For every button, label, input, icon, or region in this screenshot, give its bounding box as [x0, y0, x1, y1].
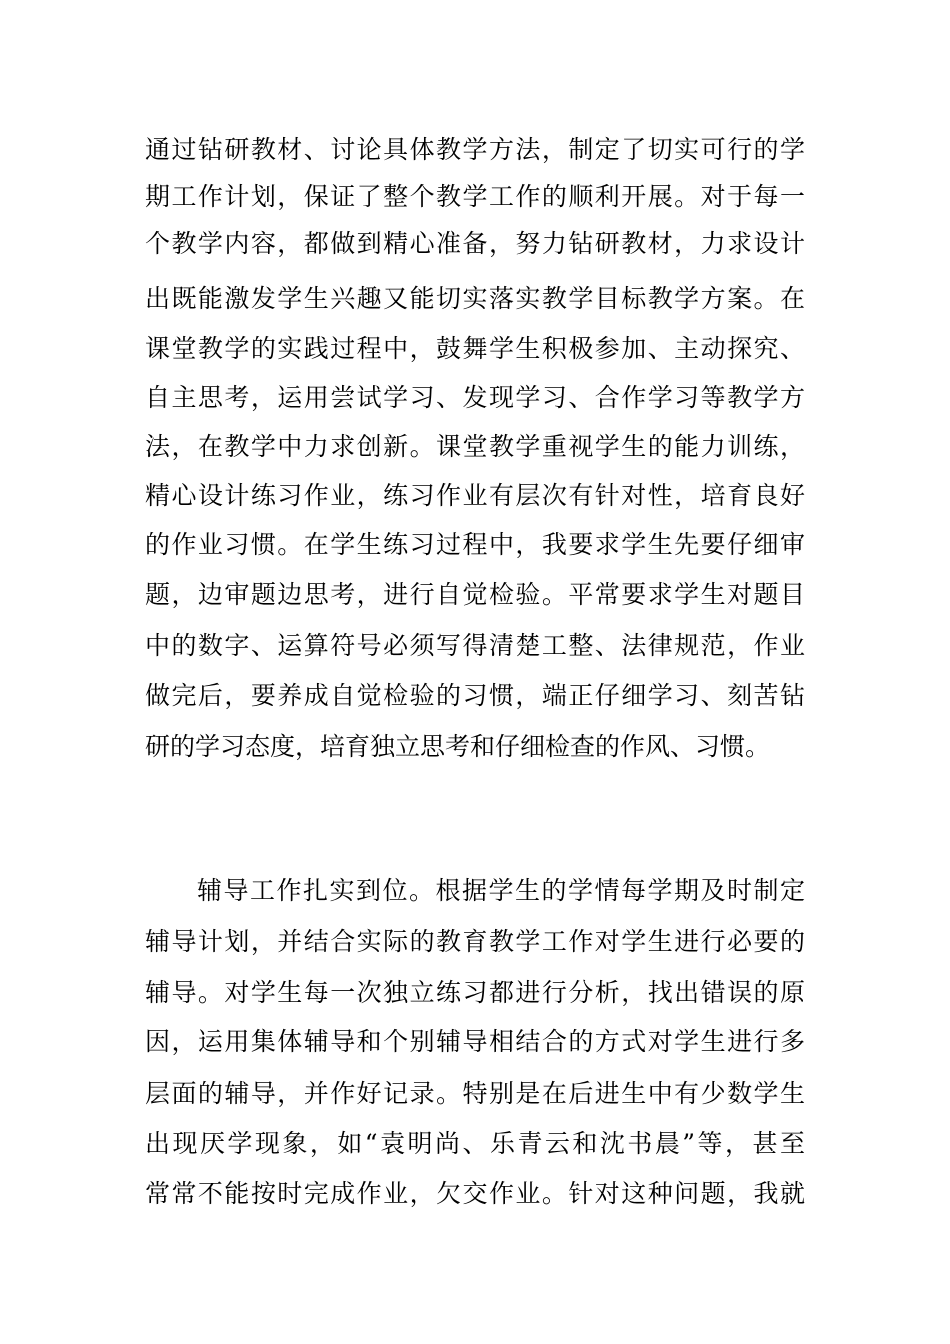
paragraph-1-line: 法，在教学中力求创新。课堂教学重视学生的能力训练，: [145, 432, 805, 461]
paragraph-2-line: 辅导计划，并结合实际的教育教学工作对学生进行必要的: [145, 927, 805, 956]
paragraph-1-line: 题，边审题边思考，进行自觉检验。平常要求学生对题目: [145, 580, 805, 609]
paragraph-1-line: 中的数字、运算符号必须写得清楚工整、法律规范，作业: [145, 631, 805, 660]
paragraph-1-line: 的作业习惯。在学生练习过程中，我要求学生先要仔细审: [145, 530, 805, 559]
paragraph-1-line: 课堂教学的实践过程中，鼓舞学生积极参加、主动探究、: [145, 334, 805, 363]
paragraph-1-line: 出既能激发学生兴趣又能切实落实教学目标教学方案。在: [145, 284, 805, 313]
paragraph-2-line: 辅导工作扎实到位。根据学生的学情每学期及时制定: [197, 876, 805, 905]
paragraph-2-line: 出现厌学现象，如“袁明尚、乐青云和沈书晨”等，甚至: [145, 1129, 805, 1158]
paragraph-2-line: 常常不能按时完成作业，欠交作业。针对这种问题，我就: [145, 1179, 805, 1208]
paragraph-1-line: 自主思考，运用尝试学习、发现学习、合作学习等教学方: [145, 383, 805, 412]
paragraph-1-line: 精心设计练习作业，练习作业有层次有针对性，培育良好: [145, 481, 805, 510]
paragraph-2-line: 因，运用集体辅导和个别辅导相结合的方式对学生进行多: [145, 1027, 805, 1056]
paragraph-2-line: 辅导。对学生每一次独立练习都进行分析，找出错误的原: [145, 978, 805, 1007]
paragraph-1-line: 做完后，要养成自觉检验的习惯，端正仔细学习、刻苦钻: [145, 681, 805, 710]
paragraph-1-line: 通过钻研教材、讨论具体教学方法，制定了切实可行的学: [145, 135, 805, 164]
paragraph-2-line: 层面的辅导，并作好记录。特别是在后进生中有少数学生: [145, 1079, 805, 1108]
paragraph-1-line: 期工作计划，保证了整个教学工作的顺利开展。对于每一: [145, 182, 805, 211]
paragraph-1-line: 个教学内容，都做到精心准备，努力钻研教材，力求设计: [145, 229, 805, 258]
paragraph-1-line: 研的学习态度，培育独立思考和仔细检查的作风、习惯。: [145, 732, 771, 761]
